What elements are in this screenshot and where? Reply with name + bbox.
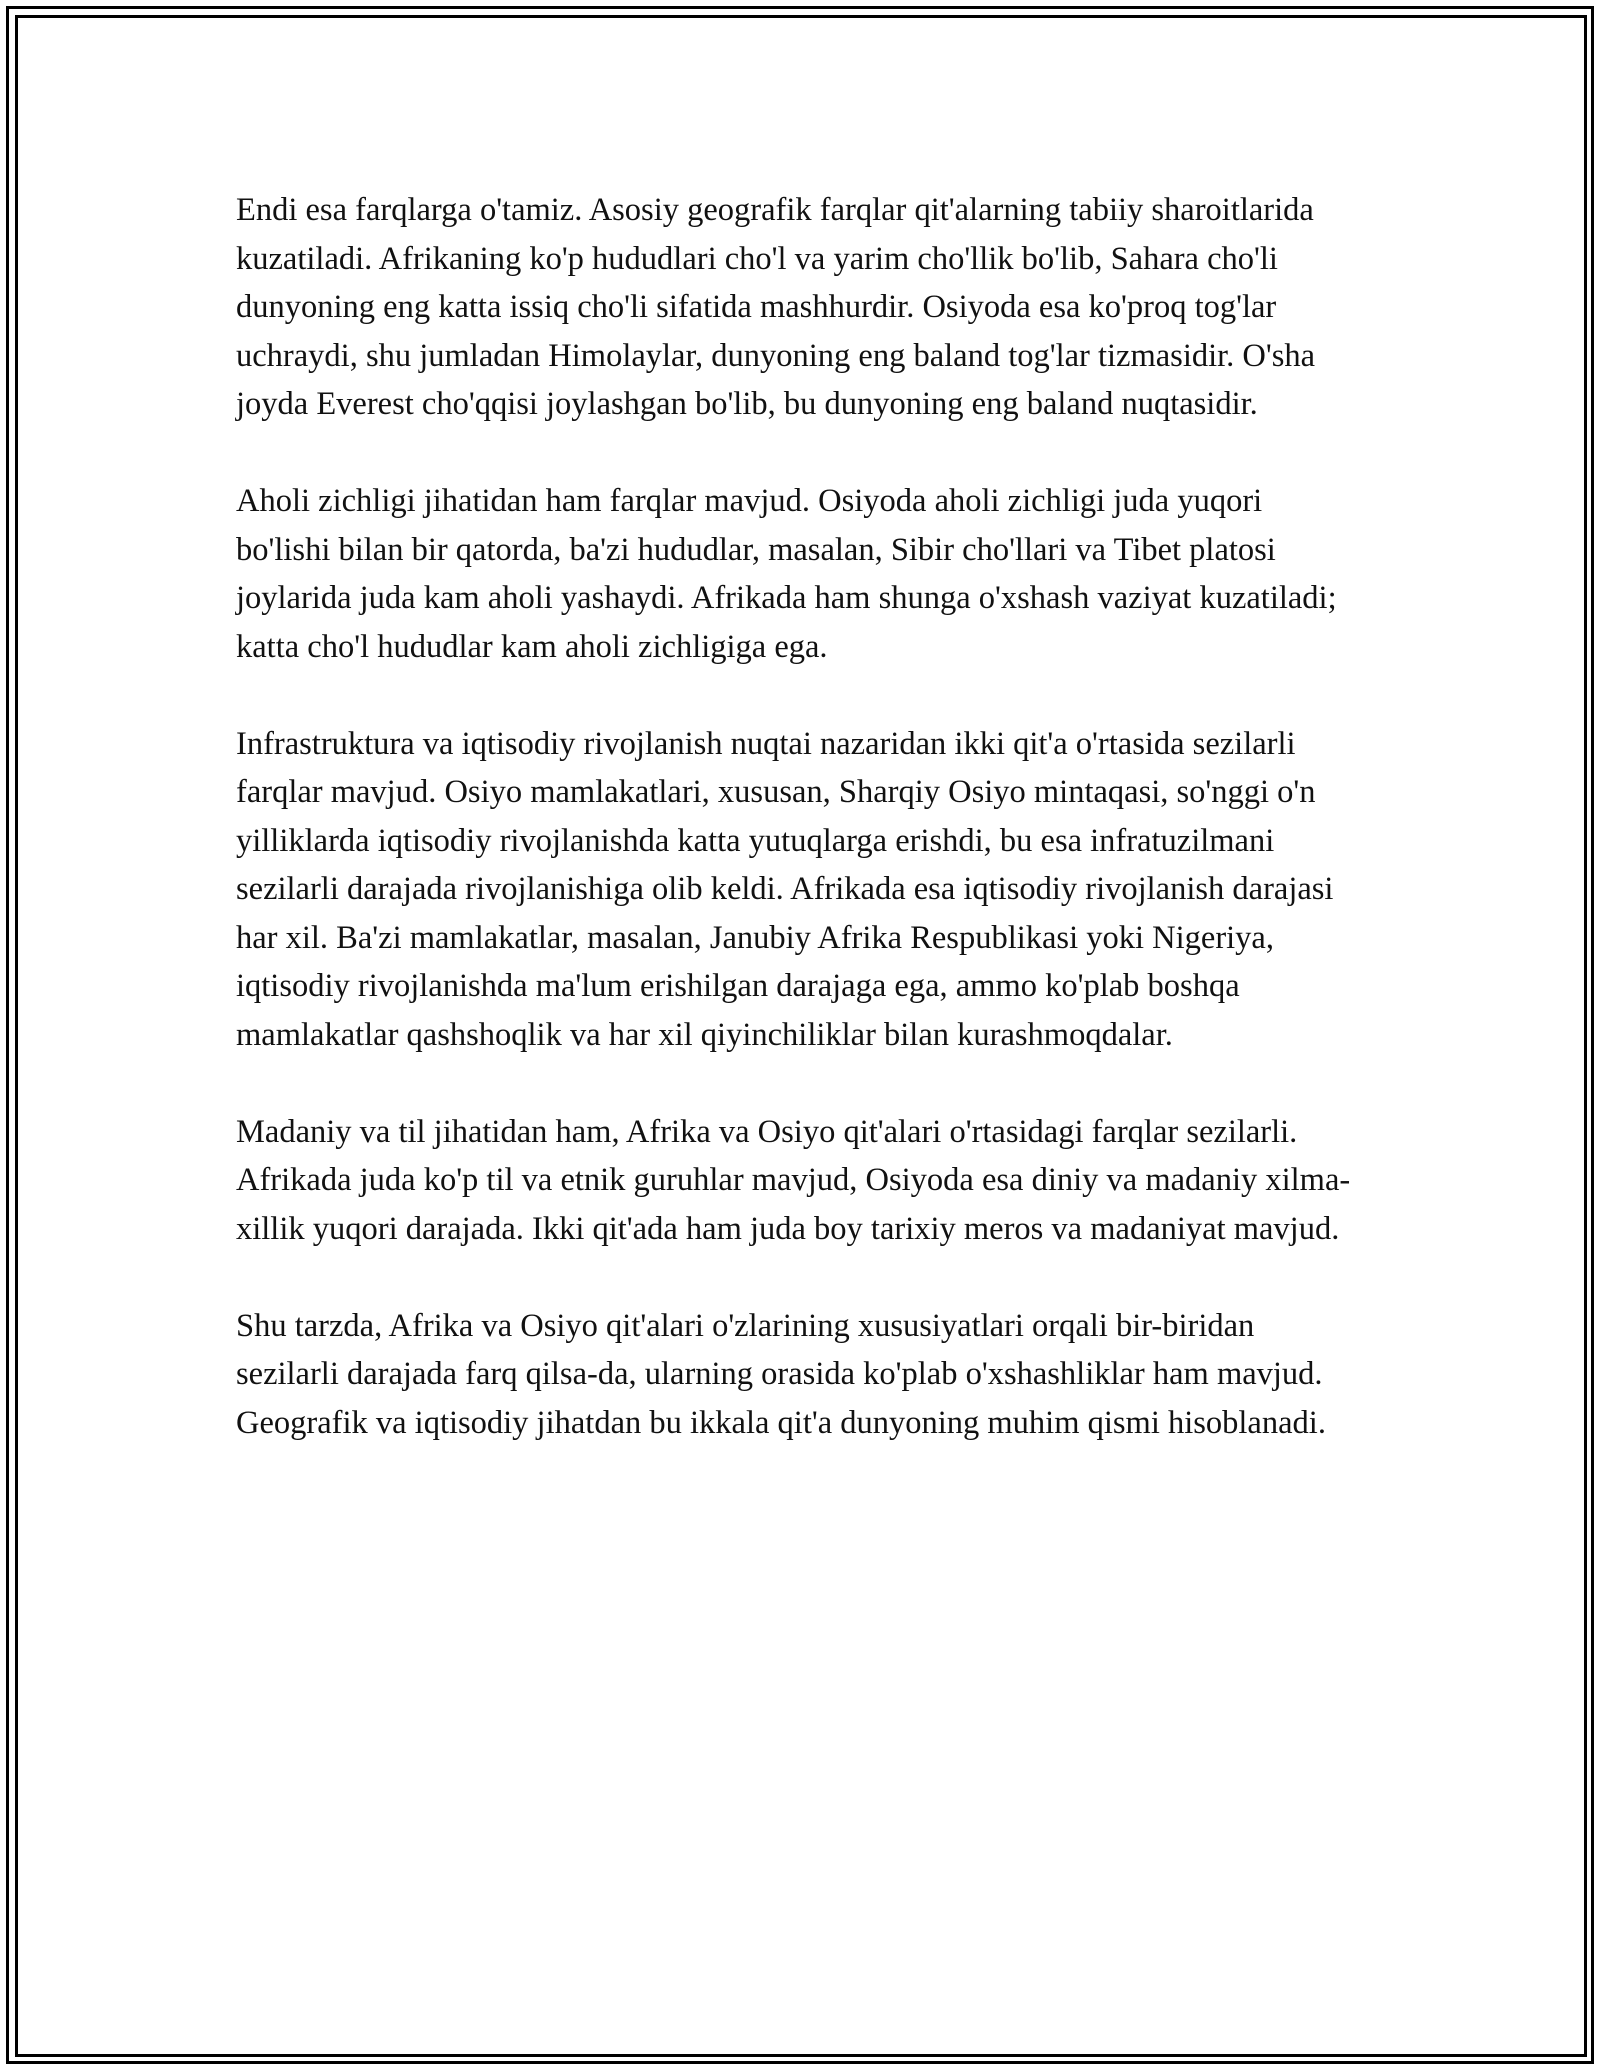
paragraph-culture-language: Madaniy va til jihatidan ham, Afrika va Osiyo qit'alari o'rtasidagi farqlar sezilarli. Afrikada juda ko'p til va etnik guruhlar mavjud, Osiyoda esa diniy va madaniy xilma-xillik yuqori darajada. Ikki qit'ada ham juda boy tarixiy meros va madaniyat mavjud. <box>236 1113 1351 1247</box>
paragraph-economic-development: Infrastruktura va iqtisodiy rivojlanish nuqtai nazaridan ikki qit'a o'rtasida sezilarli farqlar mavjud. Osiyo mamlakatlari, xususan, Sharqiy Osiyo mintaqasi, so'nggi o'n yilliklarda iqtisodiy rivojlanishda katta yutuqlarga erishdi, bu esa infratuzilmani sezilarli darajada rivojlanishiga olib keldi. Afrikada esa iqtisodiy rivojlanish darajasi har xil. Ba'zi mamlakatlar, masalan, Janubiy Afrika Respublikasi yoki Nigeriya, iqtisodiy rivojlanishda ma'lum erishilgan darajaga ega, ammo ko'plab boshqa mamlakatlar qashshoqlik va har xil qiyinchiliklar bilan kurashmoqdalar. <box>236 725 1334 1053</box>
paragraph-population-density: Aholi zichligi jihatidan ham farqlar mavjud. Osiyoda aholi zichligi juda yuqori bo'lishi bilan bir qatorda, ba'zi hududlar, masalan, Sibir cho'llari va Tibet platosi joylarida juda kam aholi yashaydi. Afrikada ham shunga o'xshash vaziyat kuzatiladi; katta cho'l hududlar kam aholi zichligiga ega. <box>236 483 1337 665</box>
document-body <box>236 186 1356 1496</box>
paragraph-conclusion: Shu tarzda, Afrika va Osiyo qit'alari o'zlarining xususiyatlari orqali bir-biridan sezilarli darajada farq qilsa-da, ularning orasida ko'plab o'xshashliklar ham mavjud. Geografik va iqtisodiy jihatdan bu ikkala qit'a dunyoning muhim qismi hisoblanadi. <box>236 1307 1326 1441</box>
paragraph-natural-conditions: Endi esa farqlarga o'tamiz. Asosiy geografik farqlar qit'alarning tabiiy sharoitlarida kuzatiladi. Afrikaning ko'p hududlari cho'l va yarim cho'llik bo'lib, Sahara cho'li dunyoning eng katta issiq cho'li sifatida mashhurdir. Osiyoda esa ko'proq tog'lar uchraydi, shu jumladan Himolaylar, dunyoning eng baland tog'lar tizmasidir. O'sha joyda Everest cho'qqisi joylashgan bo'lib, bu dunyoning eng baland nuqtasidir. <box>236 192 1316 422</box>
